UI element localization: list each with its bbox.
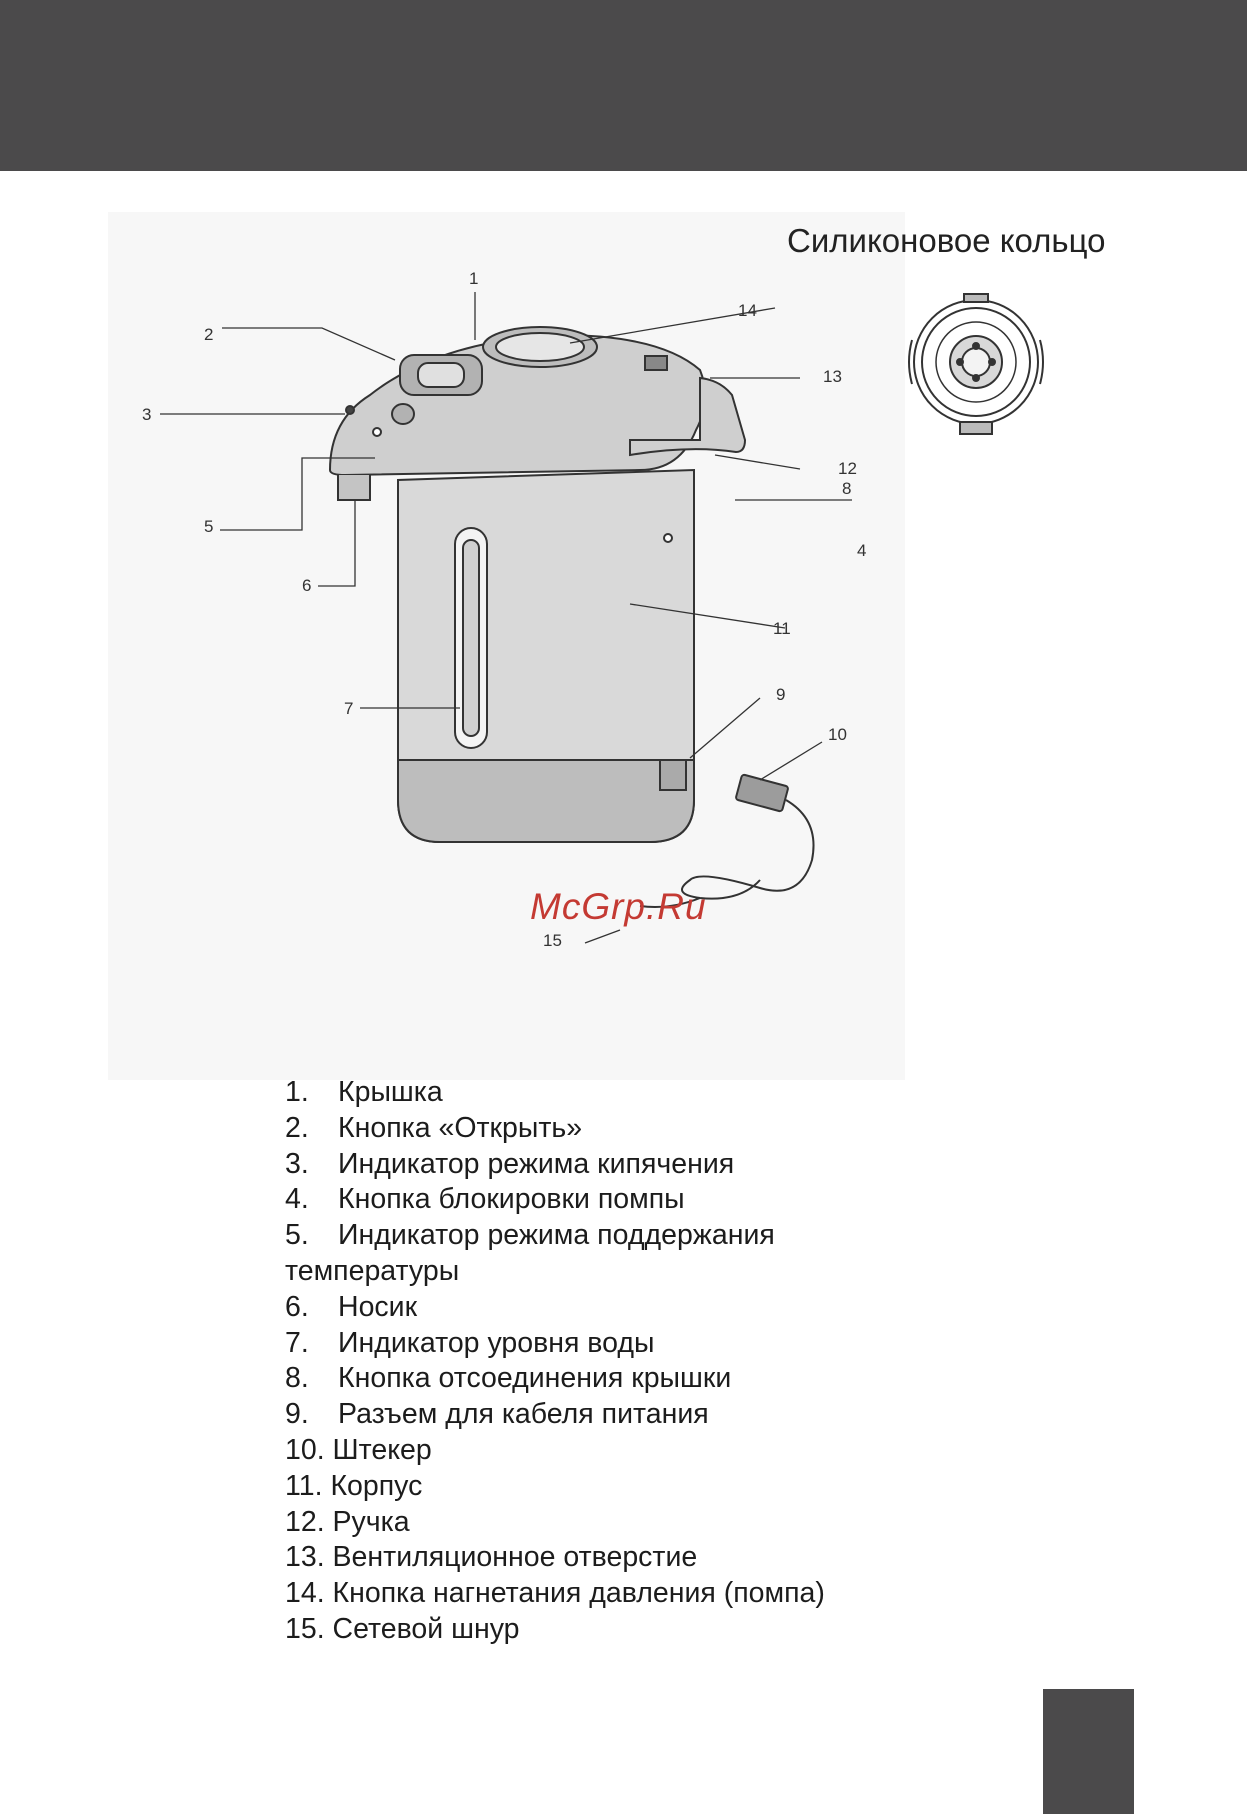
item-text: Кнопка отсоединения крышки [338, 1362, 732, 1395]
item-number: 13. [285, 1541, 325, 1574]
callout-13: 13 [823, 367, 842, 386]
item-text: Крышка [338, 1076, 443, 1108]
callout-2: 2 [204, 325, 214, 344]
list-item [285, 1576, 825, 1612]
callout-14: 14 [738, 301, 757, 320]
item-text: Штекер [332, 1433, 432, 1466]
list-item [285, 1147, 825, 1183]
callout-3: 3 [142, 405, 152, 424]
item-number: 8. [285, 1362, 309, 1395]
item-text: Корпус [330, 1469, 423, 1502]
item-number: 4. [285, 1183, 309, 1216]
item-number: 12. [285, 1505, 325, 1538]
thermopot-illustration [330, 327, 814, 907]
silicone-ring-illustration [909, 294, 1043, 434]
parts-list [285, 1075, 825, 1648]
item-number: 9. [285, 1398, 309, 1431]
list-item [285, 1505, 825, 1541]
item-text: Ручка [332, 1505, 410, 1538]
item-text: Разъем для кабеля питания [338, 1398, 709, 1431]
callout-4: 4 [857, 541, 867, 560]
item-number: 10. [285, 1433, 325, 1466]
list-item [285, 1433, 825, 1469]
item-text: Вентиляционное отверстие [332, 1541, 698, 1574]
item-text: Носик [338, 1290, 418, 1323]
callout-10: 10 [828, 725, 847, 744]
list-item [285, 1218, 825, 1290]
callout-6: 6 [302, 576, 312, 595]
list-item [285, 1075, 825, 1111]
list-item [285, 1290, 825, 1326]
item-text: Кнопка нагнетания давления (помпа) [332, 1577, 825, 1610]
item-text: Индикатор режима кипячения [338, 1147, 735, 1180]
page-corner-tab [1043, 1689, 1134, 1814]
list-item [285, 1612, 825, 1648]
list-item [285, 1111, 825, 1147]
callout-11: 11 [773, 619, 791, 638]
callout-15: 15 [543, 931, 562, 950]
list-item [285, 1469, 825, 1505]
list-item [285, 1361, 825, 1397]
item-text: Кнопка блокировки помпы [338, 1183, 685, 1216]
callout-9: 9 [776, 685, 786, 704]
callout-7: 7 [344, 699, 354, 718]
list-item [285, 1182, 825, 1218]
silicone-ring-title: Силиконовое кольцо [787, 222, 1106, 259]
item-number: 14. [285, 1577, 325, 1610]
item-text: Сетевой шнур [332, 1612, 520, 1645]
list-item [285, 1540, 825, 1576]
item-text: Индикатор режима поддержания [338, 1219, 775, 1252]
watermark: McGrp.Ru [530, 886, 707, 927]
item-number: 1. [285, 1076, 309, 1108]
list-item [285, 1326, 825, 1362]
item-text: Индикатор уровня воды [338, 1326, 655, 1359]
item-number: 11. [285, 1469, 323, 1502]
callout-1: 1 [469, 269, 479, 288]
item-number: 2. [285, 1111, 309, 1144]
callout-8: 8 [842, 479, 852, 498]
item-number: 6. [285, 1290, 309, 1323]
list-item [285, 1397, 825, 1433]
item-number: 7. [285, 1326, 309, 1359]
item-text-continuation: температуры [285, 1254, 460, 1287]
item-number: 3. [285, 1147, 309, 1180]
item-number: 15. [285, 1612, 325, 1645]
item-text: Кнопка «Открыть» [338, 1111, 583, 1144]
item-number: 5. [285, 1219, 309, 1252]
callout-12: 12 [838, 459, 857, 478]
callout-5: 5 [204, 517, 214, 536]
